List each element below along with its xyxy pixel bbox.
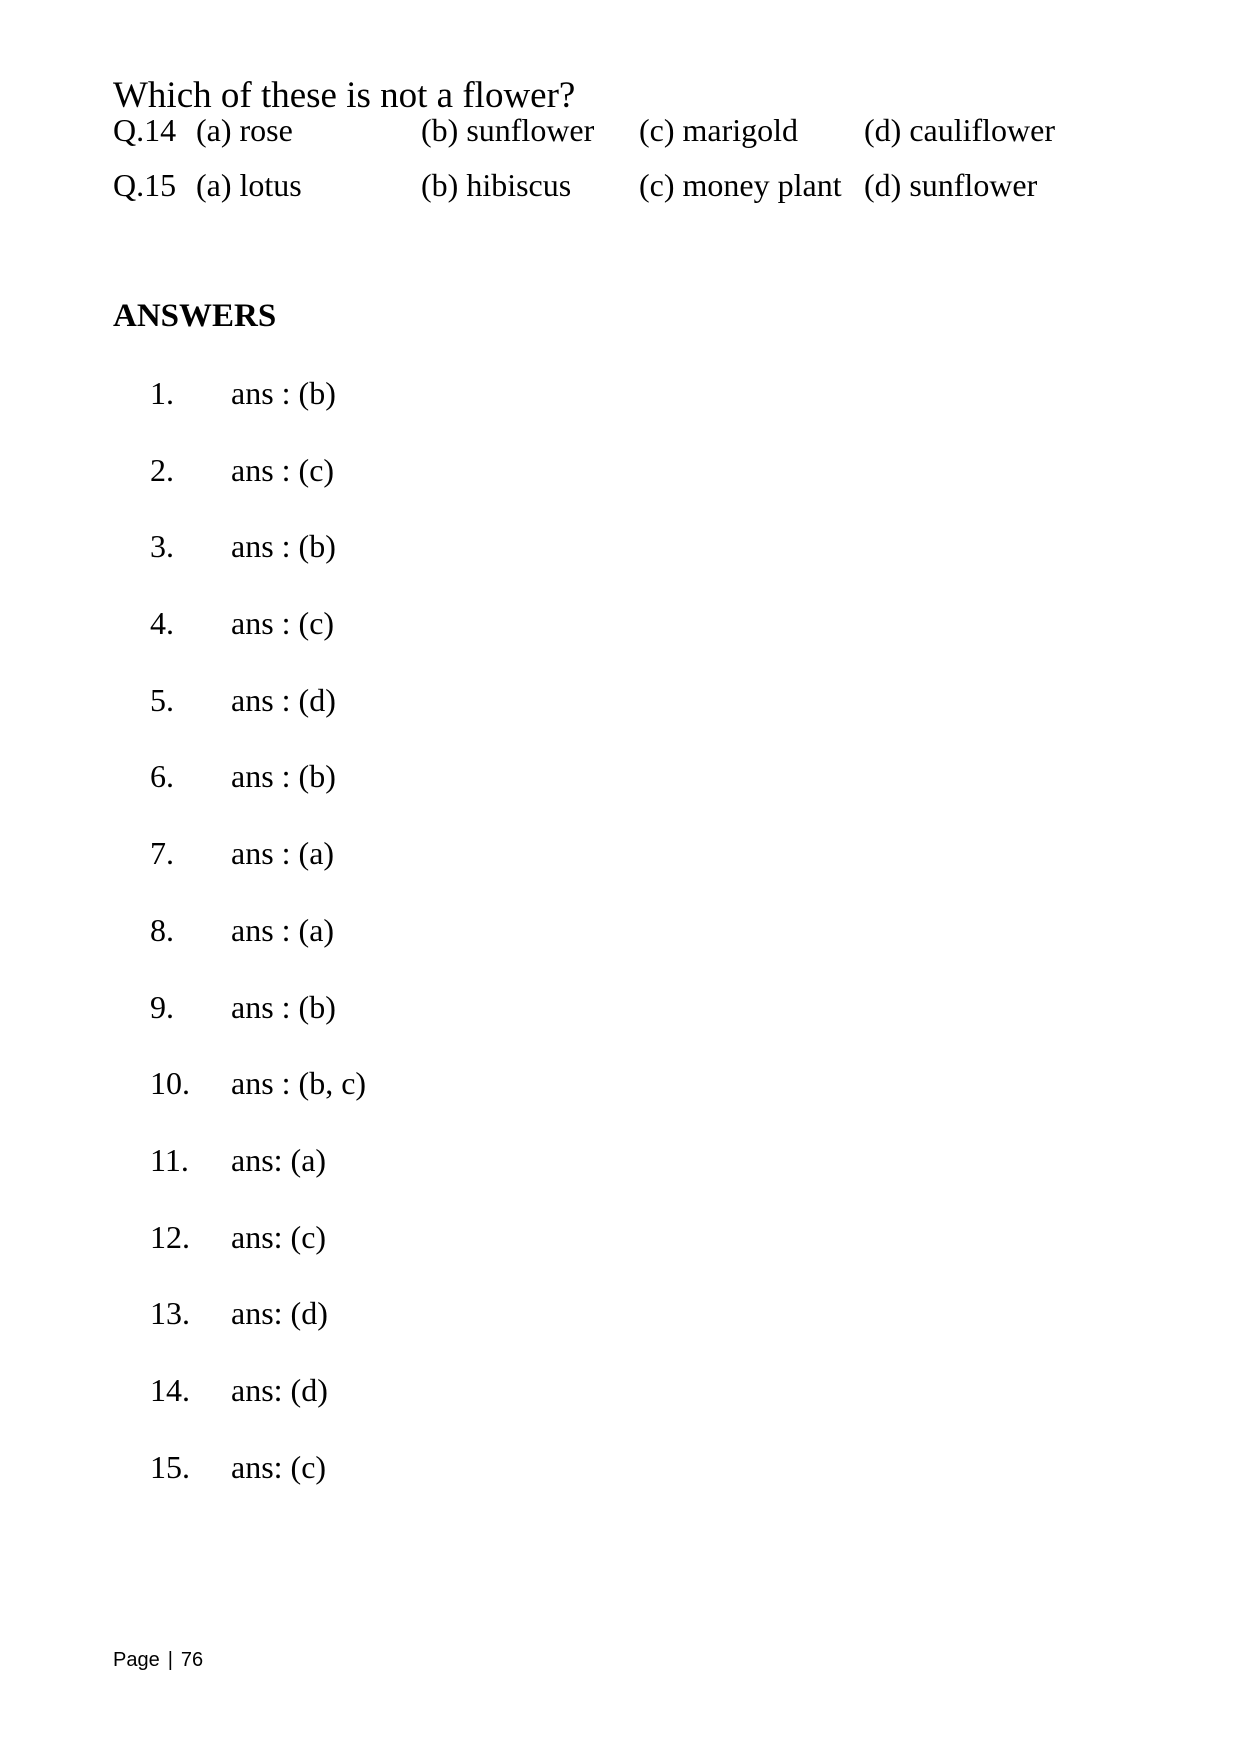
answer-item bbox=[150, 450, 650, 527]
answer-number: 8. bbox=[150, 911, 174, 948]
answer-number: 14. bbox=[150, 1371, 190, 1408]
answer-text: ans : (b) bbox=[231, 988, 336, 1025]
answer-number: 5. bbox=[150, 681, 174, 718]
answer-item bbox=[150, 756, 650, 833]
option-a: (a) rose bbox=[196, 112, 293, 148]
answer-number: 6. bbox=[150, 758, 174, 795]
answer-item bbox=[150, 987, 650, 1064]
answer-text: ans: (c) bbox=[231, 1218, 327, 1255]
answer-item bbox=[150, 373, 650, 450]
answer-number: 1. bbox=[150, 375, 174, 411]
question-heading: Which of these is not a flower? bbox=[113, 75, 576, 116]
answer-number: 11. bbox=[150, 1141, 189, 1178]
answer-text: ans: (a) bbox=[231, 1141, 327, 1178]
question-number: Q.15 bbox=[113, 167, 177, 203]
answer-number: 2. bbox=[150, 451, 174, 488]
option-d: (d) cauliflower bbox=[864, 112, 1056, 148]
option-b: (b) sunflower bbox=[421, 112, 595, 148]
answer-text: ans: (d) bbox=[231, 1371, 328, 1408]
option-c: (c) marigold bbox=[639, 112, 799, 148]
page-number: 76 bbox=[180, 1649, 204, 1671]
option-d: (d) sunflower bbox=[864, 167, 1038, 203]
answer-item bbox=[150, 1370, 650, 1447]
option-c: (c) money plant bbox=[639, 167, 842, 203]
answer-item bbox=[150, 1293, 650, 1370]
answer-number: 7. bbox=[150, 835, 174, 872]
answers-title: ANSWERS bbox=[113, 298, 277, 334]
answer-text: ans : (a) bbox=[231, 835, 335, 872]
answer-number: 9. bbox=[150, 988, 174, 1025]
answers-list bbox=[150, 373, 650, 1523]
answer-item bbox=[150, 1217, 650, 1294]
answer-text: ans : (b, c) bbox=[231, 1065, 367, 1102]
answer-number: 15. bbox=[150, 1448, 190, 1485]
answer-text: ans : (d) bbox=[231, 681, 336, 718]
option-a: (a) lotus bbox=[196, 167, 302, 203]
answer-number: 3. bbox=[150, 528, 174, 565]
answer-text: ans : (b) bbox=[231, 528, 336, 565]
answer-text: ans : (b) bbox=[231, 758, 336, 795]
page-footer bbox=[113, 1648, 203, 1672]
answer-item bbox=[150, 1447, 650, 1524]
answer-text: ans: (c) bbox=[231, 1448, 327, 1485]
answer-text: ans: (d) bbox=[231, 1295, 328, 1332]
answer-item bbox=[150, 833, 650, 910]
answer-number: 10. bbox=[150, 1065, 190, 1102]
answer-number: 4. bbox=[150, 605, 174, 642]
answer-number: 12. bbox=[150, 1218, 190, 1255]
answer-item bbox=[150, 680, 650, 757]
answer-text: ans : (a) bbox=[231, 911, 335, 948]
answer-item bbox=[150, 910, 650, 987]
answer-text: ans : (c) bbox=[231, 605, 335, 642]
page-label: Page bbox=[113, 1649, 160, 1671]
answer-number: 13. bbox=[150, 1295, 190, 1332]
question-row-14 bbox=[113, 110, 1133, 150]
answer-item bbox=[150, 603, 650, 680]
option-b: (b) hibiscus bbox=[421, 167, 572, 203]
answer-text: ans : (c) bbox=[231, 451, 335, 488]
question-number: Q.14 bbox=[113, 112, 177, 148]
answer-item bbox=[150, 1140, 650, 1217]
question-row-15 bbox=[113, 165, 1133, 205]
page-separator: | bbox=[167, 1649, 173, 1671]
answer-item bbox=[150, 1063, 650, 1140]
answer-text: ans : (b) bbox=[231, 375, 336, 411]
answer-item bbox=[150, 526, 650, 603]
